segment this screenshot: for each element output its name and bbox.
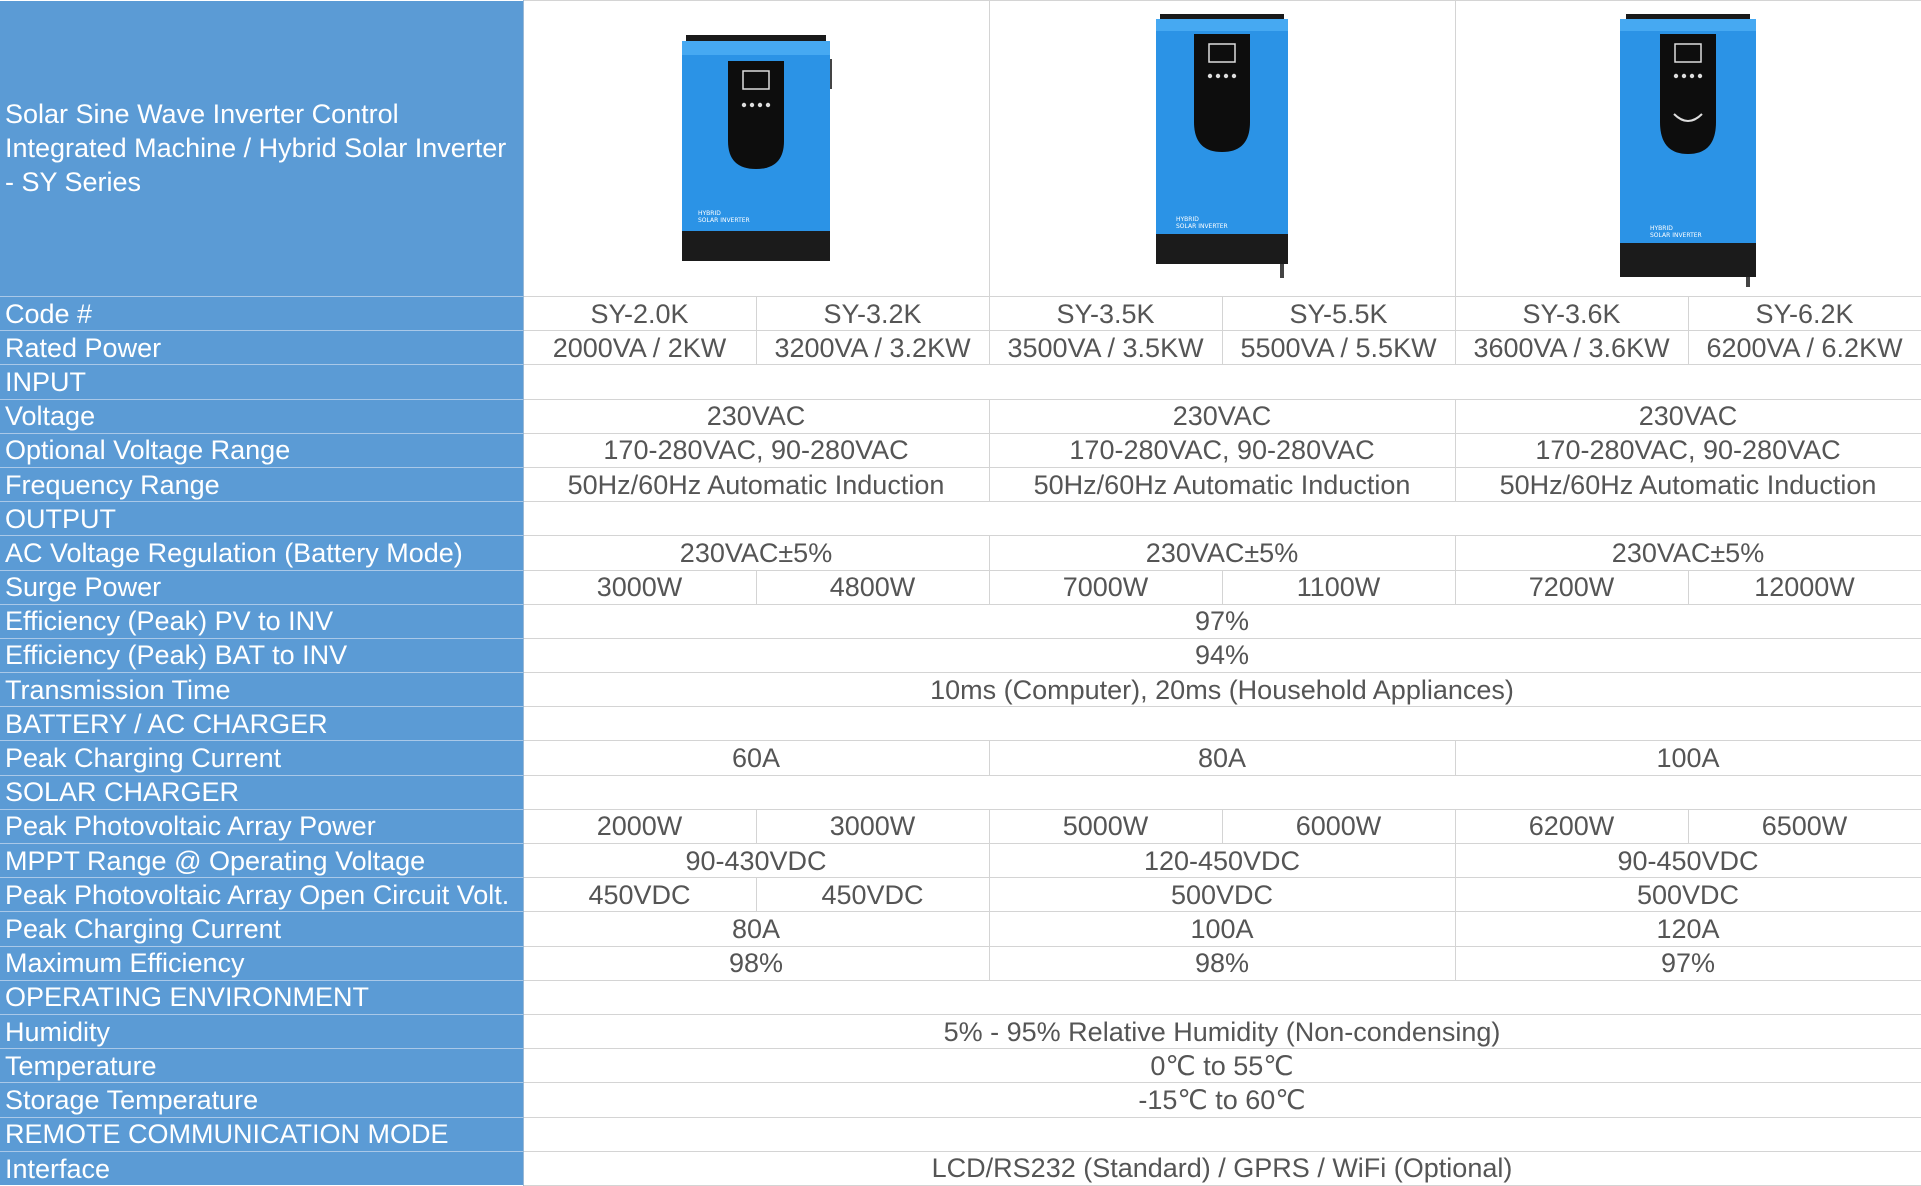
cell-humidity: 5% - 95% Relative Humidity (Non-condensing) xyxy=(523,1014,1921,1048)
cell-transmission-time: 10ms (Computer), 20ms (Household Appliances) xyxy=(523,673,1921,707)
cell-code-4: SY-5.5K xyxy=(1222,297,1455,331)
row-peak-charging-current-ac xyxy=(0,741,1921,775)
cell-surge-5: 7200W xyxy=(1455,570,1688,604)
row-mppt-range xyxy=(0,844,1921,878)
cell-pv-power-2: 3000W xyxy=(756,809,989,843)
section-heading: SOLAR CHARGER xyxy=(0,775,523,809)
section-heading: INPUT xyxy=(0,365,523,399)
product-image-cell-3 xyxy=(1455,1,1921,297)
row-label: Optional Voltage Range xyxy=(0,433,523,467)
product-image-cell-1 xyxy=(523,1,989,297)
row-code xyxy=(0,297,1921,331)
cell-frequency-3: 50Hz/60Hz Automatic Induction xyxy=(1455,467,1921,501)
cell-rated-power-1: 2000VA / 2KW xyxy=(523,331,756,365)
row-label: Maximum Efficiency xyxy=(0,946,523,980)
product-image-cell-2 xyxy=(989,1,1455,297)
row-label: Peak Photovoltaic Array Power xyxy=(0,809,523,843)
row-label: Efficiency (Peak) BAT to INV xyxy=(0,638,523,672)
row-label: Temperature xyxy=(0,1049,523,1083)
cell-mppt-2: 120-450VDC xyxy=(989,844,1455,878)
cell-code-5: SY-3.6K xyxy=(1455,297,1688,331)
row-label: Rated Power xyxy=(0,331,523,365)
section-heading: BATTERY / AC CHARGER xyxy=(0,707,523,741)
inverter-badge-line1: HYBRID xyxy=(698,209,721,217)
row-label: Transmission Time xyxy=(0,673,523,707)
row-humidity xyxy=(0,1014,1921,1048)
section-input xyxy=(0,365,1921,399)
cell-rated-power-6: 6200VA / 6.2KW xyxy=(1688,331,1921,365)
cell-pv-voc-4: 500VDC xyxy=(1455,878,1921,912)
row-peak-charging-current-solar xyxy=(0,912,1921,946)
cell-peak-charge-solar-3: 120A xyxy=(1455,912,1921,946)
cell-surge-1: 3000W xyxy=(523,570,756,604)
cell-voltage-2: 230VAC xyxy=(989,399,1455,433)
cell-opt-voltage-1: 170-280VAC, 90-280VAC xyxy=(523,433,989,467)
cell-interface: LCD/RS232 (Standard) / GPRS / WiFi (Optional) xyxy=(523,1151,1921,1185)
cell-frequency-1: 50Hz/60Hz Automatic Induction xyxy=(523,467,989,501)
section-empty-cell xyxy=(523,775,1921,809)
cell-max-eff-3: 97% xyxy=(1455,946,1921,980)
section-empty-cell xyxy=(523,707,1921,741)
cell-voltage-3: 230VAC xyxy=(1455,399,1921,433)
cell-rated-power-3: 3500VA / 3.5KW xyxy=(989,331,1222,365)
cell-pv-power-4: 6000W xyxy=(1222,809,1455,843)
row-label: Efficiency (Peak) PV to INV xyxy=(0,604,523,638)
row-pv-array-power xyxy=(0,809,1921,843)
cell-pv-voc-2: 450VDC xyxy=(756,878,989,912)
cell-ac-reg-2: 230VAC±5% xyxy=(989,536,1455,570)
row-label: Surge Power xyxy=(0,570,523,604)
inverter-badge-line2: SOLAR INVERTER xyxy=(1176,222,1228,230)
row-maximum-efficiency xyxy=(0,946,1921,980)
cell-surge-3: 7000W xyxy=(989,570,1222,604)
inverter-image-medium xyxy=(1122,4,1322,294)
cell-code-6: SY-6.2K xyxy=(1688,297,1921,331)
section-empty-cell xyxy=(523,365,1921,399)
row-transmission-time xyxy=(0,673,1921,707)
cell-surge-2: 4800W xyxy=(756,570,989,604)
section-empty-cell xyxy=(523,980,1921,1014)
row-temperature xyxy=(0,1049,1921,1083)
cell-peak-charge-ac-2: 80A xyxy=(989,741,1455,775)
section-heading: REMOTE COMMUNICATION MODE xyxy=(0,1117,523,1151)
cell-temperature: 0℃ to 55℃ xyxy=(523,1049,1921,1083)
section-empty-cell xyxy=(523,1117,1921,1151)
cell-rated-power-2: 3200VA / 3.2KW xyxy=(756,331,989,365)
cell-ac-reg-3: 230VAC±5% xyxy=(1455,536,1921,570)
cell-ac-reg-1: 230VAC±5% xyxy=(523,536,989,570)
row-label: Interface xyxy=(0,1151,523,1185)
row-storage-temperature xyxy=(0,1083,1921,1117)
inverter-image-small xyxy=(656,19,856,279)
row-voltage xyxy=(0,399,1921,433)
cell-opt-voltage-2: 170-280VAC, 90-280VAC xyxy=(989,433,1455,467)
cell-pv-power-5: 6200W xyxy=(1455,809,1688,843)
row-label: Code # xyxy=(0,297,523,331)
cell-efficiency-pv: 97% xyxy=(523,604,1921,638)
cell-surge-4: 1100W xyxy=(1222,570,1455,604)
row-interface xyxy=(0,1151,1921,1185)
row-efficiency-pv xyxy=(0,604,1921,638)
page-title: Solar Sine Wave Inverter Control Integrated Machine / Hybrid Solar Inverter - SY Series xyxy=(0,1,523,297)
section-heading: OPERATING ENVIRONMENT xyxy=(0,980,523,1014)
row-optional-voltage-range xyxy=(0,433,1921,467)
inverter-image-large xyxy=(1588,4,1788,294)
row-ac-voltage-regulation xyxy=(0,536,1921,570)
cell-code-1: SY-2.0K xyxy=(523,297,756,331)
section-operating-environment xyxy=(0,980,1921,1014)
cell-opt-voltage-3: 170-280VAC, 90-280VAC xyxy=(1455,433,1921,467)
row-label: AC Voltage Regulation (Battery Mode) xyxy=(0,536,523,570)
row-label: Peak Charging Current xyxy=(0,741,523,775)
cell-pv-voc-3: 500VDC xyxy=(989,878,1455,912)
row-label: MPPT Range @ Operating Voltage xyxy=(0,844,523,878)
cell-mppt-3: 90-450VDC xyxy=(1455,844,1921,878)
cell-code-3: SY-3.5K xyxy=(989,297,1222,331)
row-label: Humidity xyxy=(0,1014,523,1048)
cell-code-2: SY-3.2K xyxy=(756,297,989,331)
cell-max-eff-1: 98% xyxy=(523,946,989,980)
header-row xyxy=(0,1,1921,297)
cell-rated-power-5: 3600VA / 3.6KW xyxy=(1455,331,1688,365)
cell-pv-power-6: 6500W xyxy=(1688,809,1921,843)
row-label: Frequency Range xyxy=(0,467,523,501)
cell-mppt-1: 90-430VDC xyxy=(523,844,989,878)
cell-frequency-2: 50Hz/60Hz Automatic Induction xyxy=(989,467,1455,501)
row-surge-power xyxy=(0,570,1921,604)
row-label: Voltage xyxy=(0,399,523,433)
row-label: Peak Charging Current xyxy=(0,912,523,946)
inverter-badge-line2: SOLAR INVERTER xyxy=(1650,231,1702,239)
section-remote-communication xyxy=(0,1117,1921,1151)
cell-peak-charge-ac-3: 100A xyxy=(1455,741,1921,775)
section-empty-cell xyxy=(523,502,1921,536)
cell-efficiency-bat: 94% xyxy=(523,638,1921,672)
inverter-badge-line2: SOLAR INVERTER xyxy=(698,216,750,224)
cell-pv-voc-1: 450VDC xyxy=(523,878,756,912)
row-efficiency-bat xyxy=(0,638,1921,672)
cell-surge-6: 12000W xyxy=(1688,570,1921,604)
section-battery-charger xyxy=(0,707,1921,741)
row-pv-open-circuit-volt xyxy=(0,878,1921,912)
cell-pv-power-3: 5000W xyxy=(989,809,1222,843)
cell-peak-charge-solar-2: 100A xyxy=(989,912,1455,946)
row-rated-power xyxy=(0,331,1921,365)
cell-peak-charge-solar-1: 80A xyxy=(523,912,989,946)
cell-pv-power-1: 2000W xyxy=(523,809,756,843)
row-label: Storage Temperature xyxy=(0,1083,523,1117)
cell-storage-temperature: -15℃ to 60℃ xyxy=(523,1083,1921,1117)
row-frequency-range xyxy=(0,467,1921,501)
inverter-badge-line1: HYBRID xyxy=(1176,215,1199,223)
section-output xyxy=(0,502,1921,536)
cell-max-eff-2: 98% xyxy=(989,946,1455,980)
cell-peak-charge-ac-1: 60A xyxy=(523,741,989,775)
cell-voltage-1: 230VAC xyxy=(523,399,989,433)
section-heading: OUTPUT xyxy=(0,502,523,536)
row-label: Peak Photovoltaic Array Open Circuit Volt. xyxy=(0,878,523,912)
cell-rated-power-4: 5500VA / 5.5KW xyxy=(1222,331,1455,365)
inverter-badge-line1: HYBRID xyxy=(1650,224,1673,232)
section-solar-charger xyxy=(0,775,1921,809)
